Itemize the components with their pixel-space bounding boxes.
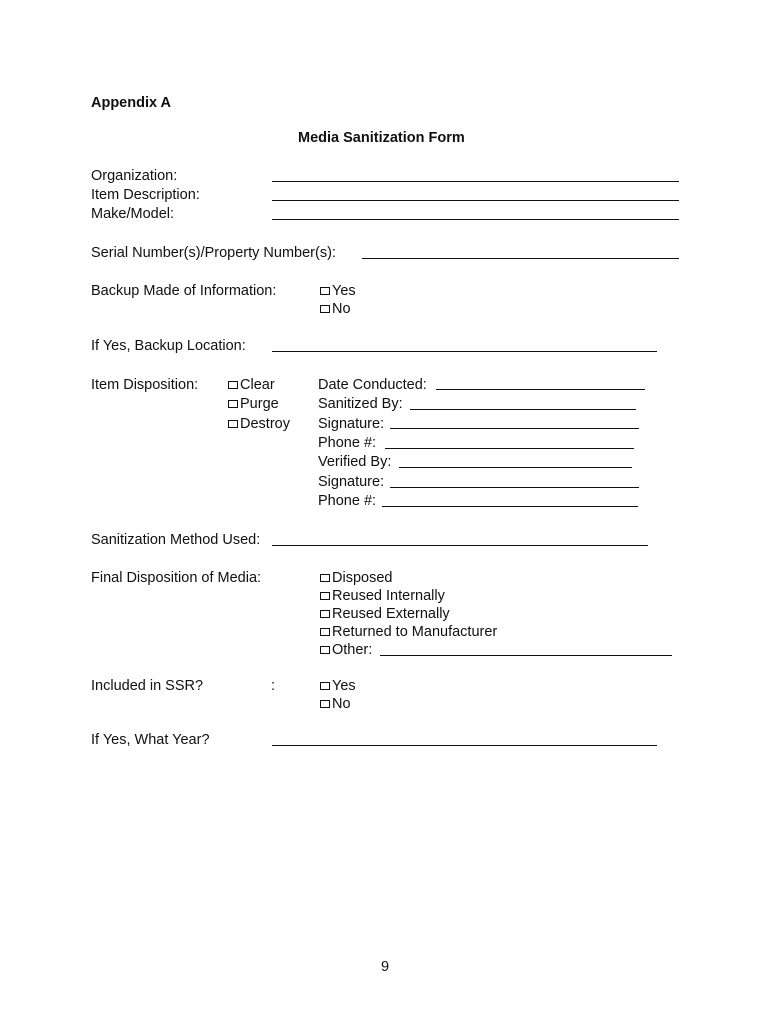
signature-line-2[interactable] <box>390 487 639 488</box>
reused-externally-checkbox[interactable] <box>320 610 330 618</box>
signature-label-1: Signature: <box>318 416 385 432</box>
other-checkbox[interactable] <box>320 646 330 654</box>
final-disposition-label: Final Disposition of Media: <box>91 570 262 586</box>
date-conducted-label: Date Conducted: <box>318 377 427 393</box>
ssr-yes-label: Yes <box>332 678 356 694</box>
verified-by-line[interactable] <box>399 467 632 468</box>
signature-label-2: Signature: <box>318 474 385 490</box>
ssr-no-label: No <box>332 696 351 712</box>
sanitized-by-line[interactable] <box>410 409 636 410</box>
phone-line-1[interactable] <box>385 448 634 449</box>
serial-numbers-line[interactable] <box>362 258 679 259</box>
date-conducted-line[interactable] <box>436 389 645 390</box>
what-year-label: If Yes, What Year? <box>91 732 210 748</box>
signature-line-1[interactable] <box>390 428 639 429</box>
what-year-line[interactable] <box>272 745 657 746</box>
backup-no-label: No <box>332 301 351 317</box>
clear-checkbox[interactable] <box>228 381 238 389</box>
ssr-yes-checkbox[interactable] <box>320 682 330 690</box>
returned-to-manufacturer-checkbox[interactable] <box>320 628 330 636</box>
ssr-no-checkbox[interactable] <box>320 700 330 708</box>
returned-to-manufacturer-label: Returned to Manufacturer <box>332 624 498 640</box>
verified-by-label: Verified By: <box>318 454 392 470</box>
disposed-checkbox[interactable] <box>320 574 330 582</box>
phone-label-1: Phone #: <box>318 435 377 451</box>
backup-made-label: Backup Made of Information: <box>91 283 277 299</box>
reused-internally-checkbox[interactable] <box>320 592 330 600</box>
organization-label: Organization: <box>91 168 178 184</box>
make-model-line[interactable] <box>272 219 679 220</box>
sanitization-method-label: Sanitization Method Used: <box>91 532 261 548</box>
purge-checkbox[interactable] <box>228 400 238 408</box>
clear-label: Clear <box>240 377 275 393</box>
backup-location-line[interactable] <box>272 351 657 352</box>
item-description-label: Item Description: <box>91 187 200 203</box>
organization-line[interactable] <box>272 181 679 182</box>
destroy-checkbox[interactable] <box>228 420 238 428</box>
item-disposition-label: Item Disposition: <box>91 377 199 393</box>
item-description-line[interactable] <box>272 200 679 201</box>
other-label: Other: <box>332 642 373 658</box>
appendix-label: Appendix A <box>91 95 172 111</box>
page-number: 9 <box>380 959 390 975</box>
sanitization-method-line[interactable] <box>272 545 648 546</box>
phone-line-2[interactable] <box>382 506 638 507</box>
included-ssr-label: Included in SSR? <box>91 678 204 694</box>
backup-yes-checkbox[interactable] <box>320 287 330 295</box>
phone-label-2: Phone #: <box>318 493 377 509</box>
other-line[interactable] <box>380 655 672 656</box>
backup-no-checkbox[interactable] <box>320 305 330 313</box>
serial-numbers-label: Serial Number(s)/Property Number(s): <box>91 245 336 261</box>
form-title: Media Sanitization Form <box>298 130 465 146</box>
reused-externally-label: Reused Externally <box>332 606 450 622</box>
reused-internally-label: Reused Internally <box>332 588 445 604</box>
sanitized-by-label: Sanitized By: <box>318 396 403 412</box>
backup-yes-label: Yes <box>332 283 356 299</box>
make-model-label: Make/Model: <box>91 206 175 222</box>
backup-location-label: If Yes, Backup Location: <box>91 338 246 354</box>
destroy-label: Destroy <box>240 416 290 432</box>
included-ssr-colon: : <box>271 678 276 694</box>
purge-label: Purge <box>240 396 279 412</box>
disposed-label: Disposed <box>332 570 393 586</box>
